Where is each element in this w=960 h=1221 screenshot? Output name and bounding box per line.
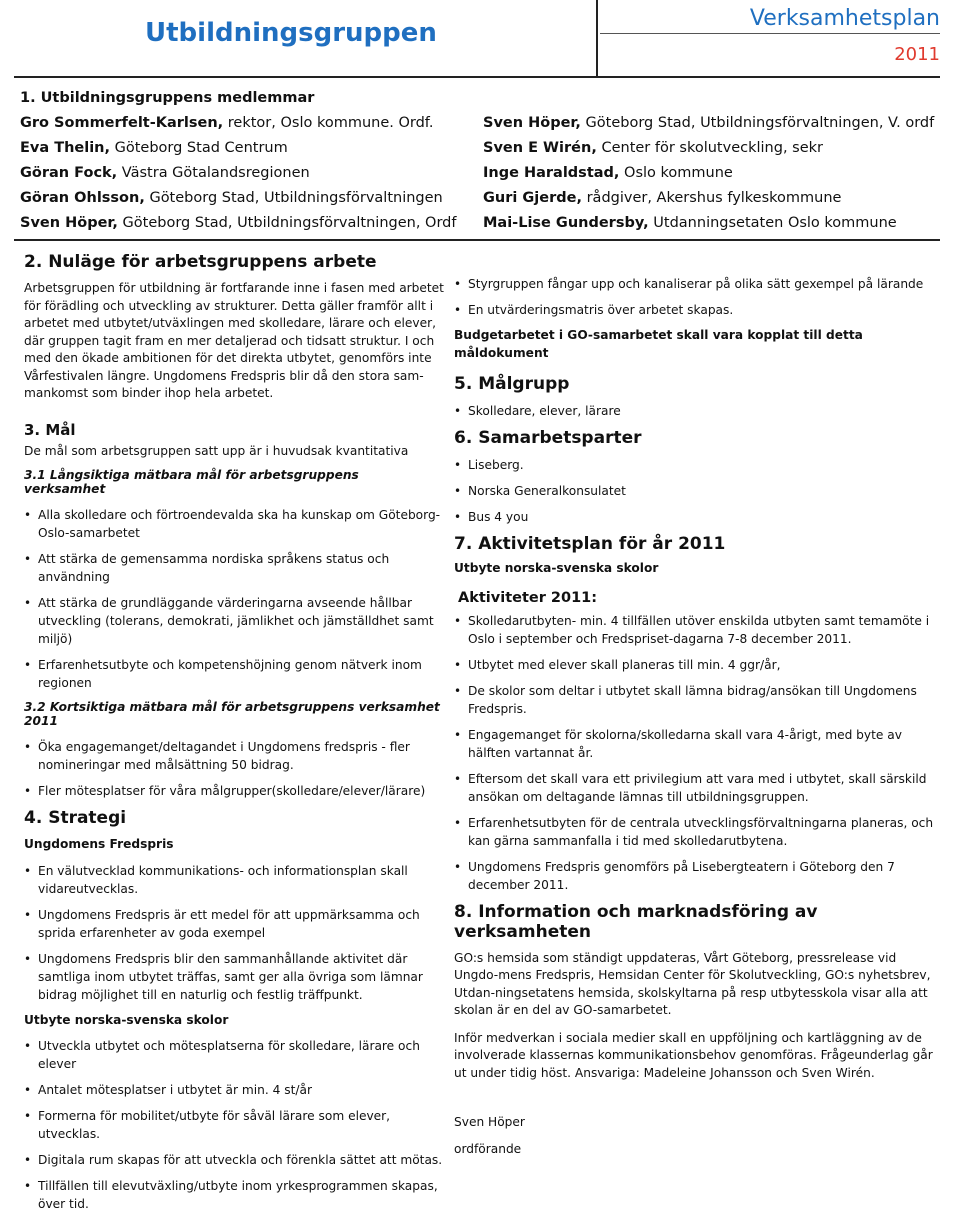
header-divider: [596, 0, 598, 76]
member-row: Göran Fock, Västra Götalandsregionen: [20, 165, 310, 181]
list-item: • Tillfällen till elevutväxling/utbyte inom yrkesprogrammen skapas, över tid.: [24, 1179, 438, 1211]
activities-2011-heading: Aktiviteter 2011:: [458, 589, 598, 606]
member-row: Guri Gjerde, rådgiver, Akershus fylkeskommune: [483, 190, 842, 206]
doc-year: 2011: [894, 44, 940, 65]
section-3-2-heading: 3.2 Kortsiktiga mätbara mål för arbetsgruppens verksamhet 2011: [24, 700, 440, 728]
member-row: Sven Höper, Göteborg Stad, Utbildningsförvaltningen, Ordf: [20, 215, 457, 231]
strategy-subheading-fredspris: Ungdomens Fredspris: [24, 837, 174, 851]
section-3-intro: De mål som arbetsgruppen satt upp är i huvudsak kvantitativa: [24, 443, 409, 458]
budget-note: Budgetarbetet i GO-samarbetet skall vara kopplat till detta måldokument: [454, 328, 863, 360]
member-row: Inge Haraldstad, Oslo kommune: [483, 165, 733, 181]
long-term-goals-list: [24, 506, 444, 692]
header-rule: [14, 76, 940, 78]
fredspris-strategy-list: [24, 862, 444, 1004]
followup-list: [454, 275, 940, 319]
section-3-1-heading: 3.1 Långsiktiga mätbara mål för arbetsgruppens verksamhet: [24, 468, 359, 496]
list-item: • Erfarenhetsutbyte och kompetenshöjning genom nätverk inom regionen: [24, 658, 422, 690]
list-item: • Bus 4 you: [454, 510, 529, 524]
list-item: • Formerna för mobilitet/utbyte för såväl lärare som elever, utvecklas.: [24, 1109, 391, 1141]
list-item: • En utvärderingsmatris över arbetet skapas.: [454, 303, 734, 317]
member-row: Sven E Wirén, Center för skolutveckling, sekr: [483, 140, 823, 156]
list-item: • Skolledarutbyten- min. 4 tillfällen utöver enskilda utbyten samt temamöte i Oslo i september och Fredspriset-dagarna 7-8 december 2011.: [454, 613, 930, 646]
section-7-heading: 7. Aktivitetsplan för år 2011: [454, 534, 726, 554]
section-3-heading: 3. Mål: [24, 420, 76, 439]
list-item: • Antalet mötesplatser i utbytet är min. 4 st/år: [24, 1083, 312, 1097]
section-8-text-2: Inför medverkan i sociala medier skall en uppföljning och kartläggning av de involverade klassernas kommunikationsbehov genomföras. Frågeunderlag går ut under tidig höst. Ansvariga: Madeleine Johansson och Sven Wirén.: [454, 1030, 933, 1080]
members-right: [483, 111, 943, 236]
partners-list: [454, 456, 940, 526]
exchange-strategy-list: [24, 1037, 444, 1213]
group-title: Utbildningsgruppen: [145, 18, 437, 48]
list-item: • Ungdomens Fredspris blir den sammanhållande aktivitet där samtliga inom utbytet träffas, samt ger alla övriga som lämnar bidrag möjlighet till en naturlig och festlig träffpunkt.: [24, 951, 423, 1002]
list-item: • Erfarenhetsutbyten för de centrala utvecklingsförvaltningarna planeras, och kan gärna sammanfalla i tid med skolledarutbytena.: [454, 815, 934, 848]
section-8-text-1: GO:s hemsida som ständigt uppdateras, Vårt Göteborg, pressrelease vid Ungdo-mens Fredspris, Hemsidan Center för Skolutveckling, GO:s nyhetsbrev, Utdan-ningsetatens hemsida, skolskyltarna på resp utbytesskola visar alla att skolan är en del av GO-samarbetet.: [454, 950, 931, 1017]
list-item: • Ungdomens Fredspris genomförs på Lisebergteatern i Göteborg den 7 december 2011.: [454, 859, 895, 892]
list-item: • Norska Generalkonsulatet: [454, 484, 626, 498]
section-8-heading: 8. Information och marknadsföring av verksamheten: [454, 901, 818, 942]
section-2-text: Arbetsgruppen för utbildning är fortfarande inne i fasen med arbetet för förädling och utveckling av strukturer. Detta gäller framför allt i arbetet med utbytet/utväxlingen med skolledare, lärare och elever, där gruppen tagit fram en mer detaljerad och tidsatt struktur. I och med den ökade ambitionen för det direkta utbytet, genomförs inte Vårfestivalen längre. Ungdomens Fredspris blir då den stora sam-mankomst som binder ihop hela arbetet.: [24, 281, 444, 400]
list-item: • Öka engagemanget/deltagandet i Ungdomens fredspris - fler nomineringar med målsättning 50 bidrag.: [24, 740, 410, 772]
list-item: • Liseberg.: [454, 458, 524, 472]
section-5-heading: 5. Målgrupp: [454, 374, 570, 394]
short-term-goals-list: [24, 738, 444, 800]
list-item: • Alla skolledare och förtroendevalda ska ha kunskap om Göteborg-Oslo-samarbetet: [24, 508, 441, 540]
list-item: • Skolledare, elever, lärare: [454, 404, 621, 418]
list-item: • En välutvecklad kommunikations- och informationsplan skall vidareutvecklas.: [24, 863, 408, 896]
signature-role: ordförande: [454, 1141, 522, 1156]
section-4-heading: 4. Strategi: [24, 808, 127, 828]
section-2-heading: 2. Nuläge för arbetsgruppens arbete: [24, 252, 377, 272]
member-row: Eva Thelin, Göteborg Stad Centrum: [20, 140, 288, 156]
target-group-list: [454, 402, 940, 420]
doc-title: Verksamhetsplan: [749, 6, 940, 31]
section-6-heading: 6. Samarbetsparter: [454, 428, 642, 448]
list-item: • Styrgruppen fångar upp och kanaliserar på olika sätt gexempel på lärande: [454, 277, 924, 291]
strategy-subheading-exchange: Utbyte norska-svenska skolor: [24, 1012, 229, 1027]
list-item: • Eftersom det skall vara ett privilegium att vara med i utbytet, skall särskild ansökan om deltagande lämnas till utbildningsgruppen.: [454, 771, 927, 804]
list-item: • Att stärka de gemensamma nordiska språkens status och användning: [24, 552, 390, 584]
list-item: • Att stärka de grundläggande värderingarna avseende hållbar utveckling (tolerans, demokrati, jämlikhet och jämställdhet samt miljö): [24, 596, 434, 646]
member-row: Göran Ohlsson, Göteborg Stad, Utbildningsförvaltningen: [20, 190, 443, 206]
signature-name: Sven Höper: [454, 1115, 525, 1129]
list-item: • Utveckla utbytet och mötesplatserna för skolledare, lärare och elever: [24, 1039, 420, 1071]
list-item: • Ungdomens Fredspris är ett medel för att uppmärksamma och sprida erfarenheter av goda exempel: [24, 907, 420, 940]
list-item: • Fler mötesplatser för våra målgrupper(skolledare/elever/lärare): [24, 784, 426, 798]
right-column: [454, 275, 940, 1158]
list-item: • Utbytet med elever skall planeras till min. 4 ggr/år,: [454, 657, 781, 672]
member-row: Gro Sommerfelt-Karlsen, rektor, Oslo kommune. Ordf.: [20, 115, 434, 131]
members-left: [20, 86, 457, 236]
list-item: • De skolor som deltar i utbytet skall lämna bidrag/ansökan till Ungdomens Fredspris.: [454, 683, 917, 716]
member-row: Sven Höper, Göteborg Stad, Utbildningsförvaltningen, V. ordf: [483, 115, 935, 131]
activities-list: [454, 612, 940, 894]
activity-subheading: Utbyte norska-svenska skolor: [454, 561, 659, 575]
header-thin-rule: [600, 33, 940, 34]
left-column: [24, 252, 444, 1221]
list-item: • Engagemanget för skolorna/skolledarna skall vara 4-årigt, med byte av hälften vartannat år.: [454, 727, 902, 760]
list-item: • Digitala rum skapas för att utveckla och förenkla sättet att mötas.: [24, 1153, 443, 1167]
member-row: Mai-Lise Gundersby, Utdanningsetaten Oslo kommune: [483, 215, 897, 231]
members-rule: [14, 239, 940, 241]
members-heading: 1. Utbildningsgruppens medlemmar: [20, 90, 315, 106]
